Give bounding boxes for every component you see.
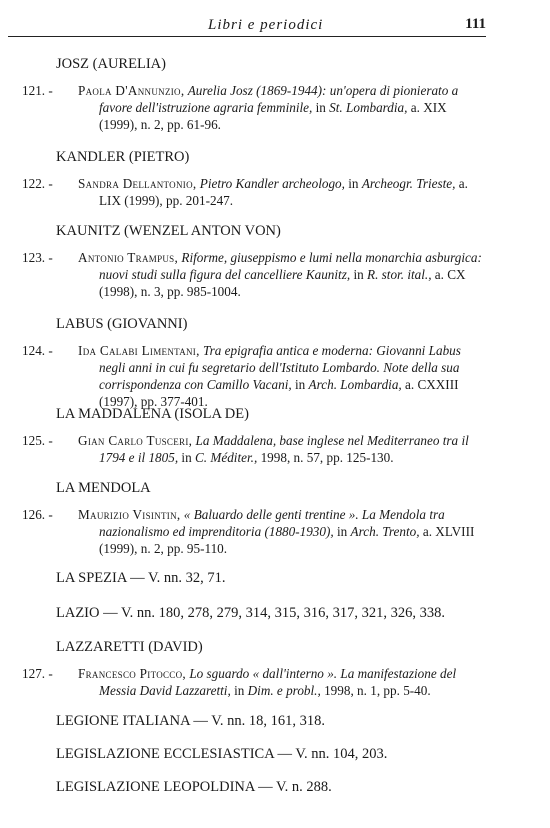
entry-journal: Archeogr. Trieste, — [361, 176, 456, 191]
entry-author: Sandra Dellantonio, — [78, 176, 197, 191]
bibliography-entry — [22, 342, 482, 410]
entry-journal: C. Méditer., — [194, 450, 258, 465]
entry-number: 126. - — [22, 507, 53, 522]
entry-in: in — [336, 524, 348, 539]
cross-reference: LEGISLAZIONE ECCLESIASTICA — V. nn. 104, 203. — [56, 746, 388, 762]
bibliography-entry — [22, 175, 482, 209]
entry-journal: Arch. Trento, — [350, 524, 420, 539]
entry-title: Lo sguardo « dall'interno ». La manifestazione del Messia David Lazzaretti, — [99, 666, 457, 698]
entry-in: in — [294, 377, 306, 392]
section-heading: LA MENDOLA — [56, 480, 151, 496]
entry-title: « Baluardo delle genti trentine ». La Mendola tra nazionalismo ed imprenditoria (1880-1930), — [99, 507, 445, 539]
section-heading: JOSZ (AURELIA) — [56, 56, 166, 72]
entry-journal: Dim. e probl., — [247, 683, 321, 698]
entry-details: a. LIX (1999), pp. 201-247. — [99, 176, 468, 208]
bibliography-entry — [22, 249, 482, 300]
bibliography-entry — [22, 665, 482, 699]
entry-in: in — [315, 100, 326, 115]
entry-number: 125. - — [22, 433, 53, 448]
bibliography-entry — [22, 506, 482, 557]
section-heading: LA MADDALENA (ISOLA DE) — [56, 406, 249, 422]
entry-in: in — [234, 683, 245, 698]
entry-title: Riforme, giuseppismo e lumi nella monarchia asburgica: nuovi studi sulla figura del cancelliere Kaunitz, — [99, 250, 482, 282]
page-header — [8, 16, 486, 37]
entry-author: Francesco Pitocco, — [78, 666, 187, 681]
bibliography-entry — [22, 82, 482, 133]
entry-details: a. XLVIII (1999), n. 2, pp. 95-110. — [99, 524, 475, 556]
entry-number: 123. - — [22, 250, 53, 265]
entry-in: in — [181, 450, 192, 465]
entry-number: 122. - — [22, 176, 53, 191]
entry-in: in — [348, 176, 359, 191]
cross-reference: LAZIO — V. nn. 180, 278, 279, 314, 315, 316, 317, 321, 326, 338. — [56, 605, 445, 621]
entry-journal: R. stor. ital., — [367, 267, 432, 282]
entry-details: 1998, n. 57, pp. 125-130. — [260, 450, 394, 465]
section-heading: KAUNITZ (WENZEL ANTON VON) — [56, 223, 281, 239]
entry-author: Maurizio Visintin, — [78, 507, 181, 522]
entry-author: Gian Carlo Tusceri, — [78, 433, 193, 448]
cross-reference: LEGISLAZIONE LEOPOLDINA — V. n. 288. — [56, 779, 332, 795]
section-heading: LAZZARETTI (DAVID) — [56, 639, 203, 655]
entry-journal: Arch. Lombardia, — [308, 377, 402, 392]
entry-number: 127. - — [22, 666, 53, 681]
entry-details: a. CXXIII (1997), pp. 377-401. — [99, 377, 459, 409]
cross-reference: LEGIONE ITALIANA — V. nn. 18, 161, 318. — [56, 713, 325, 729]
entry-title: Pietro Kandler archeologo, — [199, 176, 345, 191]
bibliography-entry — [22, 432, 482, 466]
entry-author: Ida Calabi Limentani, — [78, 343, 200, 358]
section-heading: KANDLER (PIETRO) — [56, 149, 190, 165]
entry-author: Paola D'Annunzio, — [78, 83, 185, 98]
entry-details: a. XIX (1999), n. 2, pp. 61-96. — [99, 100, 447, 132]
entry-number: 124. - — [22, 343, 53, 358]
entry-in: in — [353, 267, 364, 282]
entry-details: a. CX (1998), n. 3, pp. 985-1004. — [99, 267, 466, 299]
entry-author: Antonio Trampus, — [78, 250, 179, 265]
entry-number: 121. - — [22, 83, 53, 98]
section-heading: LABUS (GIOVANNI) — [56, 316, 188, 332]
entry-title: Tra epigrafia antica e moderna: Giovanni Labus negli anni in cui fu segretario dell'Istituto Lombardo. Note della sua corrispondenza con Camillo Vacani, — [99, 343, 461, 392]
entry-title: La Maddalena, base inglese nel Mediterraneo tra il 1794 e il 1805, — [99, 433, 469, 465]
cross-reference: LA SPEZIA — V. nn. 32, 71. — [56, 570, 226, 586]
entry-title: Aurelia Josz (1869-1944): un'opera di pionierato a favore dell'istruzione agraria femminile, — [99, 83, 459, 115]
entry-journal: St. Lombardia, — [329, 100, 408, 115]
entry-details: 1998, n. 1, pp. 5-40. — [324, 683, 431, 698]
running-head: Libri e periodici — [208, 17, 324, 33]
page-number: 111 — [465, 16, 486, 32]
